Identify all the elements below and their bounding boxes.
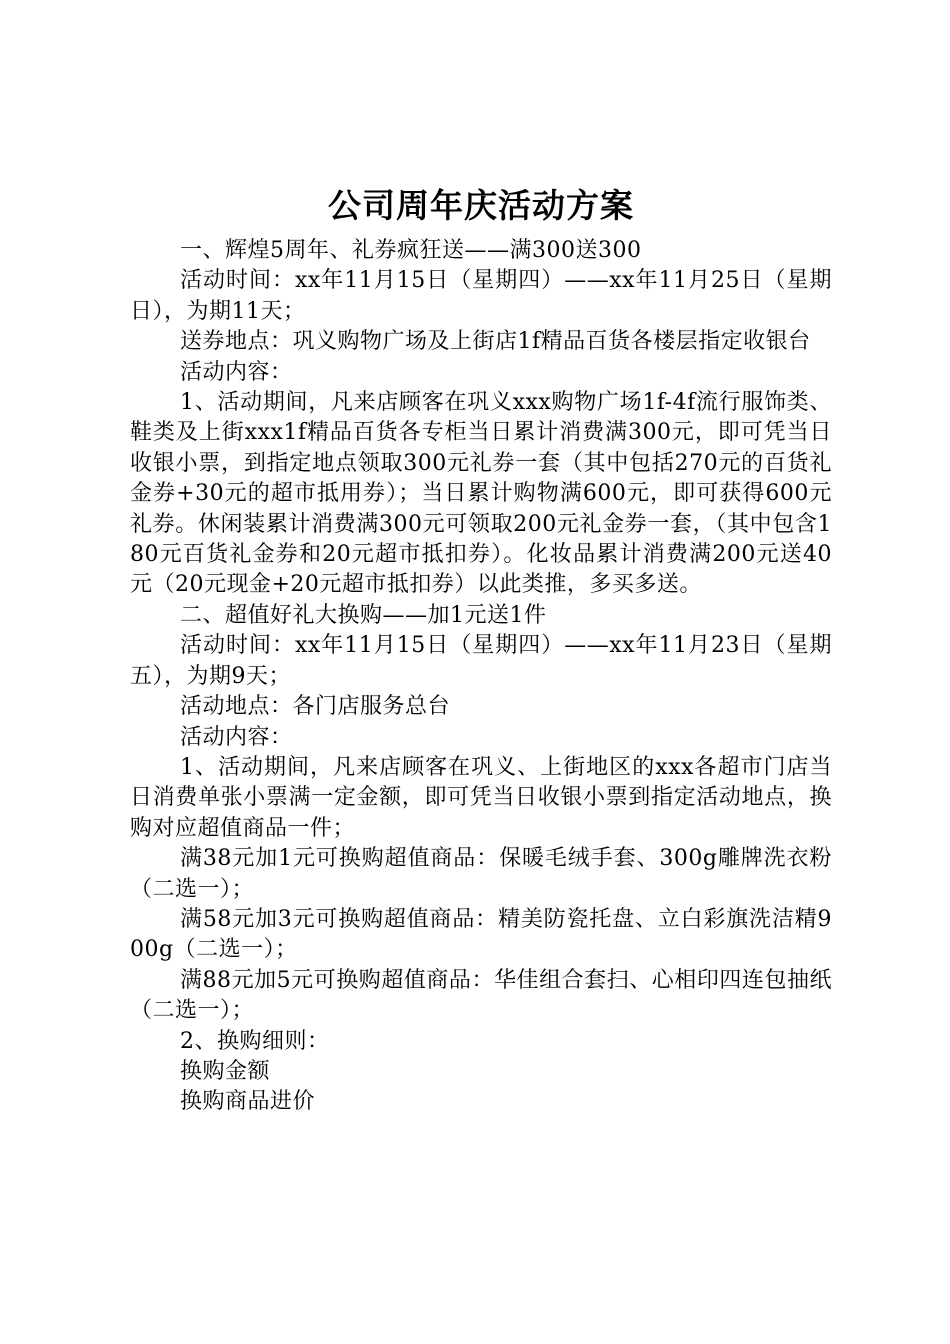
document-title: 公司周年庆活动方案 (328, 186, 634, 225)
paragraph-time-2: 活动时间：xx年11月15日（星期四）——xx年11月23日（星期五），为期9天； (130, 633, 832, 689)
paragraph-exchange-cost: 换购商品进价 (180, 1089, 316, 1115)
paragraph-time-1: 活动时间：xx年11月15日（星期四）——xx年11月25日（星期日），为期11天； (130, 268, 832, 324)
section-heading-2: 二、超值好礼大换购——加1元送1件 (180, 602, 547, 628)
paragraph-content-label-1: 活动内容： (180, 359, 293, 385)
paragraph-location-2: 活动地点：各门店服务总台 (180, 694, 451, 720)
paragraph-content-label-2: 活动内容： (180, 724, 293, 750)
paragraph-content-2: 1、活动期间，凡来店顾客在巩义、上街地区的xxx各超市门店当日消费单张小票满一定金额，即可凭当日收银小票到指定活动地点，换购对应超值商品一件； (130, 754, 832, 841)
paragraph-location-1: 送券地点：巩义购物广场及上街店1f精品百货各楼层指定收银台 (180, 329, 811, 355)
paragraph-offer-58: 满58元加3元可换购超值商品：精美防瓷托盘、立白彩旗洗洁精900g（二选一）； (130, 906, 832, 963)
section-heading-1: 一、辉煌5周年、礼券疯狂送——满300送300 (180, 238, 642, 263)
paragraph-rules-label: 2、换购细则： (180, 1028, 330, 1054)
paragraph-offer-88: 满88元加5元可换购超值商品：华佳组合套扫、心相印四连包抽纸（二选一）； (130, 967, 832, 1024)
document-page (130, 180, 832, 1118)
paragraph-content-1: 1、活动期间，凡来店顾客在巩义xxx购物广场1f-4f流行服饰类、鞋类及上街xxx1f精品百货各专柜当日累计消费满300元，即可凭当日收银小票，到指定地点领取300元礼券一套（其中包括270元的百货礼金券+30元的超市抵用券）；当日累计购物满600元，即可获得600元礼券。休闲装累计消费满300元可领取200元礼金券一套，（其中包含180元百货礼金券和20元超市抵扣券）。化妆品累计消费满200元送40元（20元现金+20元超市抵扣券）以此类推，多买多送。 (130, 390, 832, 598)
paragraph-offer-38: 满38元加1元可换购超值商品：保暖毛绒手套、300g雕牌洗衣粉（二选一）； (130, 846, 832, 902)
paragraph-exchange-amount: 换购金额 (180, 1058, 271, 1084)
